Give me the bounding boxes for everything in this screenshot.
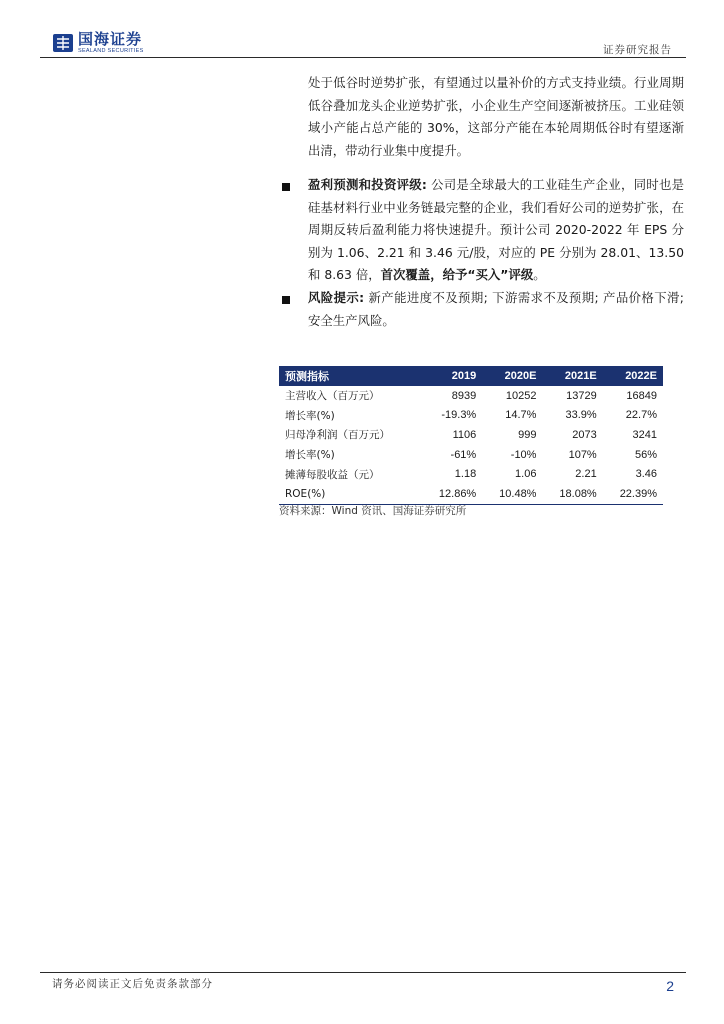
table-cell: 56%: [634, 448, 657, 461]
table-cell: 14.7%: [505, 409, 537, 422]
table-cell: 12.86%: [422, 484, 482, 504]
table-cell: -19.3%: [441, 409, 477, 422]
profit-forecast-end: 。: [533, 267, 546, 282]
profit-forecast-text: 公司是全球最大的工业硅生产企业，同时也是硅基材料行业中业务链最完整的企业，我们看好公司的逆势扩张，在周期反转后盈利能力将快速提升。预计公司 2020-2022 年 EPS 分别为 1.06、2.21 和 3.46 元/股，对应的 PE 分别为 28.01、13.50 和 8.63 倍，: [308, 177, 684, 282]
table-cell: 增长率(%): [285, 409, 335, 422]
table-row: [279, 484, 663, 504]
table-cell: 999: [518, 428, 537, 441]
table-source-note: 资料来源：Wind 资讯、国海证券研究所: [279, 505, 467, 517]
table-row: [279, 425, 663, 445]
report-type-label: 证券研究报告: [603, 44, 672, 56]
footer-disclaimer: 请务必阅读正文后免责条款部分: [52, 978, 213, 990]
sealand-logo: [52, 32, 144, 55]
table-cell: 3241: [632, 428, 657, 441]
logo-chinese-name: 国海证券: [78, 30, 143, 48]
sealand-logo-icon: [52, 32, 74, 54]
table-cell: 增长率(%): [285, 449, 335, 462]
table-cell: ROE(%): [279, 484, 422, 504]
table-cell: 13729: [566, 389, 597, 402]
table-cell: 2073: [572, 428, 597, 441]
page-number: 2: [666, 978, 674, 994]
footer-divider: [40, 972, 686, 973]
table-row: [279, 386, 663, 406]
table-cell: 主营收入（百万元）: [285, 390, 380, 403]
bullet-risk: [282, 296, 290, 304]
page-header: [40, 28, 686, 58]
column-header: 2019: [422, 366, 482, 386]
column-header: 2020E: [482, 366, 542, 386]
column-header: 2022E: [603, 366, 663, 386]
table-cell: 8939: [451, 389, 477, 402]
table-row: [279, 445, 663, 465]
intro-paragraph: 处于低谷时逆势扩张，有望通过以量补价的方式支持业绩。行业周期低谷叠加龙头企业逆势扩张，小企业生产空间逐渐被挤压。工业硅领域小产能占总产能的 30%，这部分产能在本轮周期低谷时有望逐渐出清，带动行业集中度提升。: [308, 75, 684, 158]
header-divider: [40, 57, 686, 58]
column-header: 2021E: [542, 366, 602, 386]
rating-text: 首次覆盖，给予“买入”评级: [380, 267, 534, 282]
profit-forecast-lead: 盈利预测和投资评级:: [308, 177, 427, 192]
table-cell: 18.08%: [542, 484, 602, 504]
table-cell: 归母净利润（百万元）: [285, 429, 390, 442]
risk-lead: 风险提示:: [308, 290, 365, 305]
table-cell: 22.7%: [625, 409, 657, 422]
table-cell: -10%: [510, 448, 537, 461]
table-header-row: [279, 366, 663, 386]
table-cell: 1.18: [454, 468, 477, 481]
table-cell: 16849: [626, 389, 657, 402]
table-cell: 2.21: [575, 468, 597, 481]
table-cell: 22.39%: [603, 484, 663, 504]
table-cell: 10252: [505, 389, 537, 402]
table-cell: 10.48%: [482, 484, 542, 504]
table-cell: 1.06: [515, 468, 537, 481]
table-cell: 摊薄每股收益（元）: [285, 468, 380, 481]
table-cell: -61%: [450, 448, 477, 461]
table-row: [279, 464, 663, 484]
bullet-profit-forecast: [282, 183, 290, 191]
column-header: 预测指标: [279, 366, 422, 386]
table-cell: 1106: [452, 428, 477, 441]
table-cell: 107%: [568, 448, 597, 461]
table-cell: 33.9%: [565, 409, 597, 422]
forecast-table: [279, 366, 663, 505]
risk-paragraph: [308, 287, 684, 332]
logo-english-name: SEALAND SECURITIES: [78, 48, 144, 54]
table-row: [279, 406, 663, 426]
profit-forecast-paragraph: [308, 174, 684, 287]
risk-text: 新产能进度不及预期; 下游需求不及预期; 产品价格下滑; 安全生产风险。: [308, 290, 684, 328]
table-cell: 3.46: [635, 468, 657, 481]
